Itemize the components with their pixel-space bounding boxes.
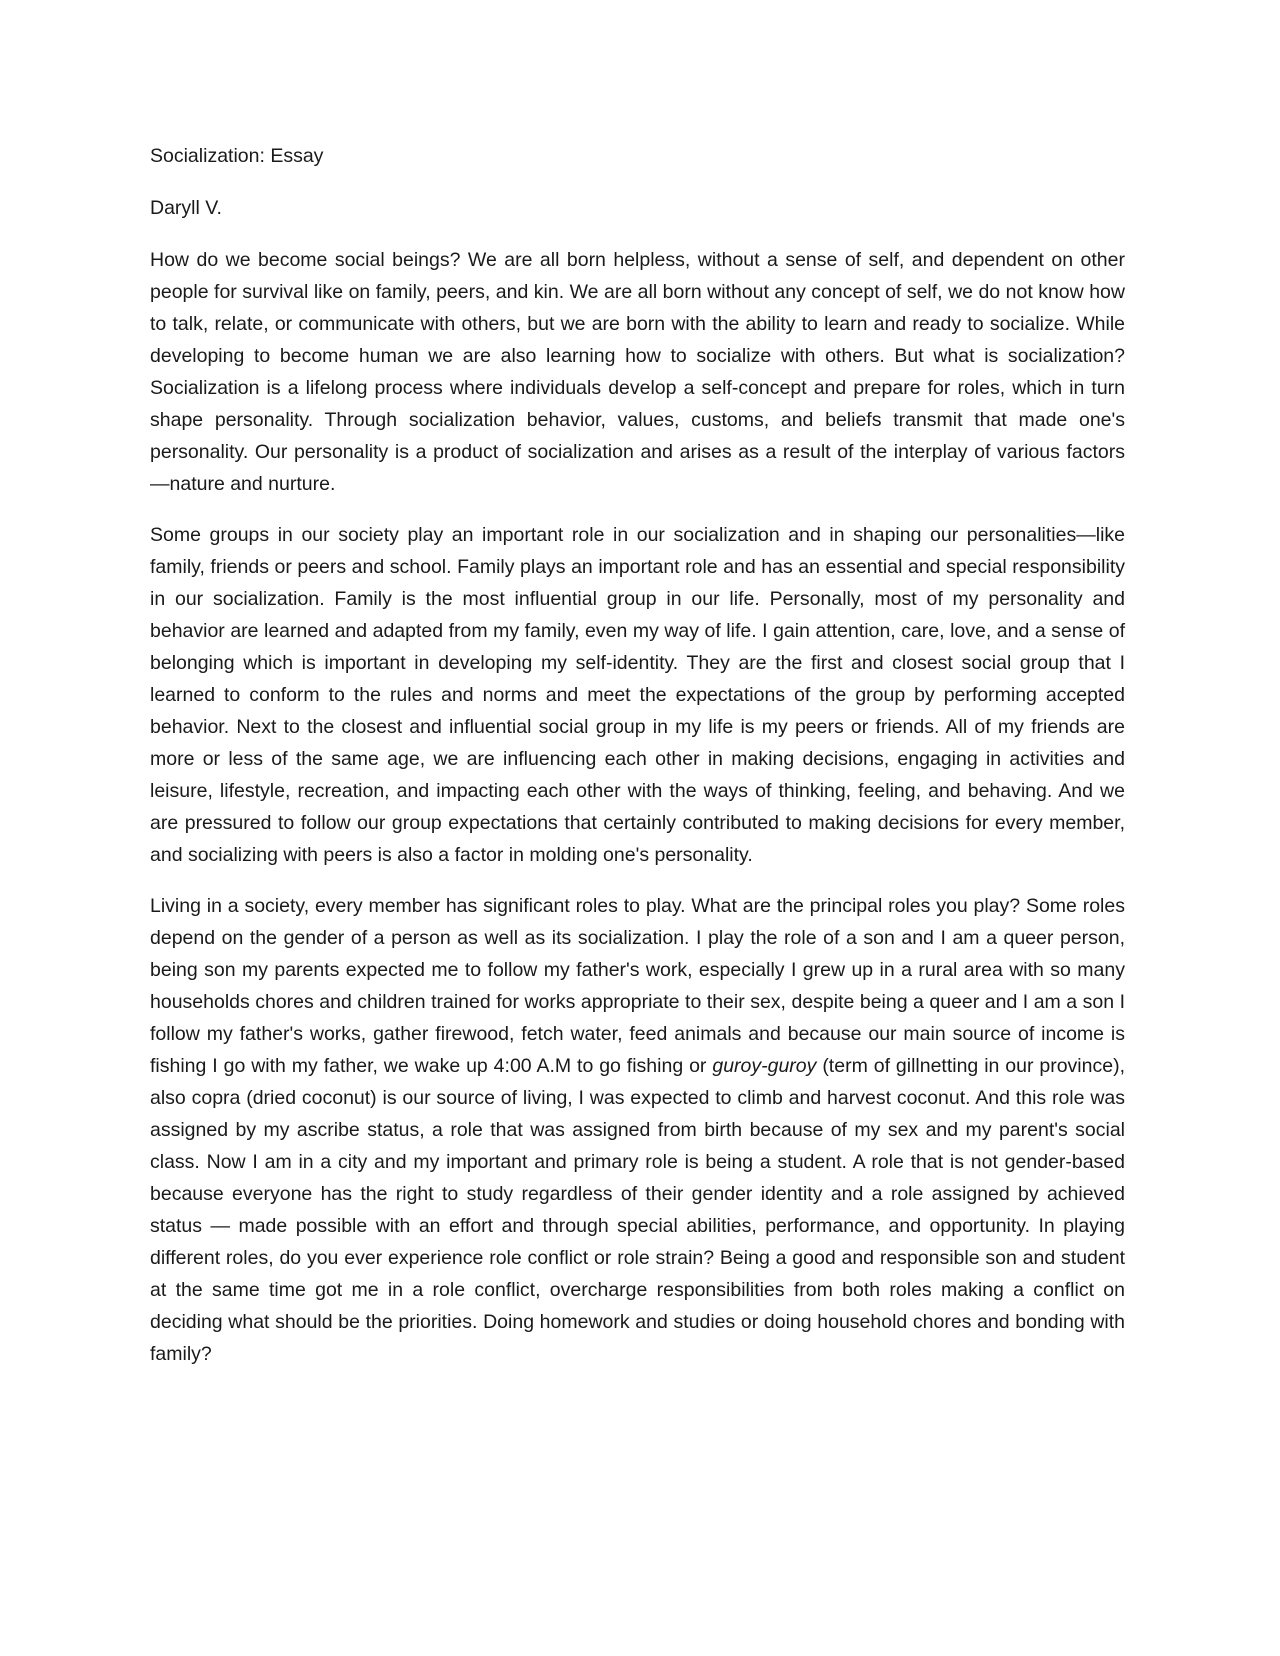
paragraph-3 (150, 890, 1125, 1370)
paragraph-3-text-b: (term of gillnetting in our province), also copra (dried coconut) is our source of living, I was expected to climb and harvest coconut. And this role was assigned by my ascribe status, a role that was assigned from birth because of my sex and my parent's social class. Now I am in a city and my important and primary role is being a student. A role that is not gender-based because everyone has the right to study regardless of their gender identity and a role assigned by achieved status — made possible with an effort and through special abilities, performance, and opportunity. In playing different roles, do you ever experience role conflict or role strain? Being a good and responsible son and student at the same time got me in a role conflict, overcharge responsibilities from both roles making a conflict on deciding what should be the priorities. Doing homework and studies or doing household chores and bonding with family? (150, 1055, 1125, 1365)
document-title: Socialization: Essay (150, 145, 324, 167)
paragraph-3-text-a: Living in a society, every member has significant roles to play. What are the principal roles you play? Some roles depend on the gender of a person as well as its socialization. I play the role of a son and I am a queer person, being son my parents expected me to follow my father's work, especially I grew up in a rural area with so many households chores and children trained for works appropriate to their sex, despite being a queer and I am a son I follow my father's works, gather firewood, fetch water, feed animals and because our main source of income is fishing I go with my father, we wake up 4:00 A.M to go fishing or (150, 895, 1125, 1077)
document-author: Daryll V. (150, 197, 222, 219)
italic-term: guroy-guroy (712, 1055, 817, 1077)
paragraph-1: How do we become social beings? We are all born helpless, without a sense of self, and dependent on other people for survival like on family, peers, and kin. We are all born without any concept of self, we do not know how to talk, relate, or communicate with others, but we are born with the ability to learn and ready to socialize. While developing to become human we are also learning how to socialize with others. But what is socialization? Socialization is a lifelong process where individuals develop a self-concept and prepare for roles, which in turn shape personality. Through socialization behavior, values, customs, and beliefs transmit that made one's personality. Our personality is a product of socialization and arises as a result of the interplay of various factors —nature and nurture. (150, 249, 1125, 495)
paragraph-2: Some groups in our society play an important role in our socialization and in shaping our personalities—like family, friends or peers and school. Family plays an important role and has an essential and special responsibility in our socialization. Family is the most influential group in our life. Personally, most of my personality and behavior are learned and adapted from my family, even my way of life. I gain attention, care, love, and a sense of belonging which is important in developing my self-identity. They are the first and closest social group that I learned to conform to the rules and norms and meet the expectations of the group by performing accepted behavior. Next to the closest and influential social group in my life is my peers or friends. All of my friends are more or less of the same age, we are influencing each other in making decisions, engaging in activities and leisure, lifestyle, recreation, and impacting each other with the ways of thinking, feeling, and behaving. And we are pressured to follow our group expectations that certainly contributed to making decisions for every member, and socializing with peers is also a factor in molding one's personality. (150, 524, 1125, 866)
document-page (150, 140, 1125, 1370)
